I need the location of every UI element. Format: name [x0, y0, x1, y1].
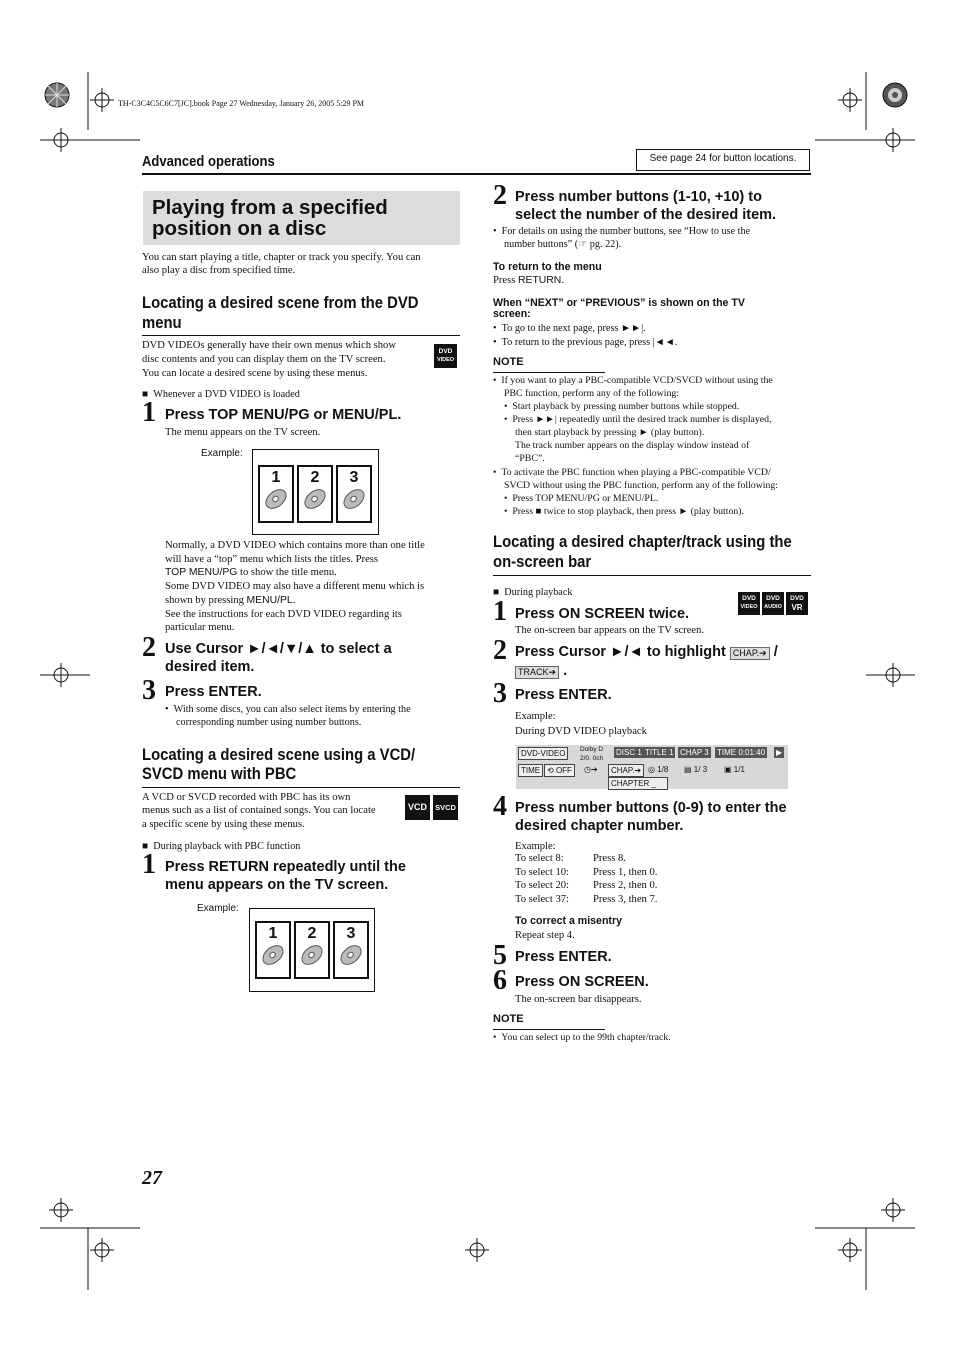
osd-title: TITLE 1	[645, 748, 674, 757]
period: .	[561, 275, 564, 286]
note-text: If you want to play a PBC-compatible VCD/SVCD without using the	[501, 375, 773, 386]
step-number: 4	[493, 791, 507, 822]
key-name: MENU/PL	[246, 595, 293, 606]
correct-body: Repeat step 4.	[515, 930, 575, 941]
return-heading: To return to the menu	[493, 261, 602, 273]
menu-item-number: 2	[307, 925, 317, 942]
dvd-step3-bullet-2: corresponding number using number buttons.	[176, 717, 362, 728]
square-bullet-icon: ■	[142, 389, 154, 400]
dvd-video-badge	[738, 592, 760, 615]
osd-chapter-entry: CHAPTER _	[608, 777, 668, 790]
step-number: 2	[493, 635, 507, 666]
badge-line: VIDEO	[436, 357, 455, 363]
dvd-video-badge	[434, 344, 457, 368]
header-rule	[142, 173, 811, 175]
menu-item-number: 1	[271, 469, 281, 486]
key-name: RETURN	[518, 275, 562, 286]
dvd-note-6: See the instructions for each DVD VIDEO regarding its	[165, 609, 402, 620]
note-text: You can select up to the 99th chapter/track.	[501, 1032, 671, 1043]
onscreen-heading-1: Locating a desired chapter/track using the	[493, 533, 792, 551]
badge-line: DVD	[790, 595, 804, 602]
correct-heading: To correct a misentry	[515, 915, 622, 927]
select-row-action: Press 3, then 7.	[593, 893, 658, 905]
bullet-text: For details on using the number buttons, see “How to use the	[501, 226, 751, 237]
menu-item-number: 1	[268, 925, 278, 942]
clock-icon: ◷➔	[584, 765, 598, 774]
track-key: TRACK➔	[515, 666, 559, 679]
next-bullet-2: • To return to the previous page, press |◄◄.	[493, 337, 678, 348]
onscreen-step4-title-1: Press number buttons (0-9) to enter the	[515, 800, 787, 816]
note-line-2: PBC function, perform any of the following:	[504, 388, 679, 399]
select-row-label: To select 20:	[515, 880, 569, 892]
note-line-6: The track number appears on the display window instead of	[515, 440, 750, 451]
dvd-menu-body-2: disc contents and you can display them on the TV screen.	[142, 354, 386, 365]
on-screen-bar	[516, 745, 788, 789]
return-body	[493, 274, 564, 287]
osd-chapter: CHAP 3	[680, 748, 709, 757]
osd-repeat	[544, 764, 575, 777]
dvd-step3-bullet-1: • With some discs, you can also select items by entering the	[165, 704, 411, 715]
print-header: TH-C3C4C5C6C7[JC].book Page 27 Wednesday, January 26, 2005 5:29 PM	[118, 99, 365, 108]
dvd-menu-illustration	[252, 449, 379, 535]
dvd-note-4: Some DVD VIDEO may also have a different menu which is	[165, 581, 425, 592]
right-step2-title-2: select the number of the desired item.	[515, 207, 777, 223]
button-location-note: See page 24 for button locations.	[636, 149, 810, 171]
section-label: Advanced operations	[142, 154, 275, 170]
vcd-badge: VCD	[405, 795, 430, 820]
osd-time: TIME 0:01:40	[717, 748, 766, 757]
menu-item-2	[294, 921, 330, 979]
step-number: 2	[493, 180, 507, 211]
note-line-4: • Press ►►| repeatedly until the desired track number is displayed,	[504, 414, 772, 425]
step-number: 2	[142, 632, 156, 663]
select-row-action: Press 8.	[593, 853, 626, 864]
vcd-body-1: A VCD or SVCD recorded with PBC has its own	[142, 792, 351, 803]
vcd-menu-heading-2: SVCD menu with PBC	[142, 765, 297, 783]
square-bullet-icon: ■	[142, 841, 154, 852]
vcd-step1-title-1: Press RETURN repeatedly until the	[165, 859, 406, 875]
dvd-step3-title: Press ENTER.	[165, 684, 262, 700]
right-step2-title-1: Press number buttons (1-10, +10) to	[515, 189, 762, 205]
audio-value: 1/8	[657, 765, 669, 774]
subtitle-value: 1/ 3	[693, 765, 708, 774]
note-text: .	[292, 595, 296, 606]
bullet-text: To go to the next page, press ►►|.	[501, 323, 646, 334]
step-number: 3	[142, 675, 156, 706]
onscreen-example-2: During DVD VIDEO playback	[515, 726, 647, 737]
note-line-5: then start playback by pressing ► (play button).	[515, 427, 705, 438]
subtitle-icon: ▤	[684, 765, 692, 774]
page-title-line-2: position on a disc	[152, 217, 327, 240]
dvd-note-1: Normally, a DVD VIDEO which contains more than one title	[165, 540, 425, 551]
vcd-step1-title-2: menu appears on the TV screen.	[165, 877, 389, 893]
step-number: 1	[493, 596, 507, 627]
dvd-menu-rule	[142, 335, 460, 336]
menu-item-3	[336, 465, 372, 523]
repeat-icon: ⟲	[547, 766, 554, 775]
step-number: 3	[493, 678, 507, 709]
osd-channels: 2/0. 0ch	[580, 755, 604, 762]
right-step2-bullet-1: • For details on using the number buttons, see “How to use the	[493, 226, 751, 237]
note-text: Press ►►| repeatedly until the desired track number is displayed,	[512, 414, 772, 425]
vcd-body-2: menus such as a list of contained songs. You can locate	[142, 805, 376, 816]
note-line-3: • Start playback by pressing number buttons while stopped.	[504, 401, 740, 412]
note-line-8: • To activate the PBC function when playing a PBC-compatible VCD/	[493, 467, 771, 478]
condition-text: During playback	[504, 587, 573, 598]
osd-time-button: TIME	[518, 764, 543, 777]
note-line-11: • Press ■ twice to stop playback, then press ► (play button).	[504, 506, 744, 517]
onscreen-step2-title-2: TRACK➔ .	[515, 662, 567, 680]
vcd-condition	[142, 840, 300, 853]
vcd-body-3: a specific scene by using these menus.	[142, 819, 305, 830]
onscreen-step6-title: Press ON SCREEN.	[515, 974, 649, 990]
dvd-step2-title-2: desired item.	[165, 659, 255, 675]
osd-timer	[582, 764, 600, 775]
menu-item-1	[255, 921, 291, 979]
badge-line: AUDIO	[764, 604, 782, 610]
next-bullet-1: • To go to the next page, press ►►|.	[493, 323, 646, 334]
bullet-text: To return to the previous page, press |◄◄.	[501, 337, 678, 348]
step-number: 1	[142, 397, 156, 428]
intro-line-2: also play a disc from specified time.	[142, 265, 296, 276]
audio-icon: ◎	[648, 765, 655, 774]
dvd-note-3	[165, 566, 337, 579]
note-text: Press ■ twice to stop playback, then press ► (play button).	[512, 506, 744, 517]
onscreen-step5-title: Press ENTER.	[515, 949, 612, 965]
example-label: Example:	[201, 448, 243, 459]
dvd-note-5	[165, 594, 295, 607]
note-text: shown by pressing	[165, 595, 247, 606]
osd-subtitle	[682, 764, 709, 775]
square-bullet-icon: ■	[493, 587, 505, 598]
repeat-value: OFF	[555, 766, 572, 775]
onscreen-note-line: • You can select up to the 99th chapter/track.	[493, 1032, 671, 1043]
page-number: 27	[142, 1167, 162, 1189]
dvd-menu-heading-1: Locating a desired scene from the DVD	[142, 294, 419, 312]
dvd-step1-title: Press TOP MENU/PG or MENU/PL.	[165, 407, 402, 423]
right-step2-bullet-2: number buttons” (☞ pg. 22).	[504, 239, 622, 250]
onscreen-step6-body: The on-screen bar disappears.	[515, 994, 642, 1005]
badge-line: VR	[791, 603, 803, 612]
note-label: NOTE	[493, 356, 524, 368]
osd-dvd-video: DVD-VIDEO	[518, 747, 568, 760]
note-label: NOTE	[493, 1013, 524, 1025]
badge-line: DVD	[742, 595, 756, 602]
note-line-9: SVCD without using the PBC function, perform any of the following:	[504, 480, 779, 491]
step-number: 5	[493, 940, 507, 971]
step-number: 1	[142, 849, 156, 880]
menu-item-2	[297, 465, 333, 523]
note-rule	[493, 1029, 605, 1030]
select-row-label: To select 8:	[515, 853, 564, 864]
menu-item-number: 3	[346, 925, 356, 942]
onscreen-step2-title: Press Cursor ►/◄ to highlight CHAP.➔ /	[515, 644, 778, 660]
dvd-menu-body-1: DVD VIDEOs generally have their own menus which show	[142, 340, 397, 351]
dvd-vr-badge	[786, 592, 808, 615]
select-row-label: To select 10:	[515, 866, 569, 878]
bullet-text: With some discs, you can also select items by entering the	[173, 704, 411, 715]
page-title-line-1: Playing from a specified	[152, 196, 388, 219]
osd-audio	[646, 764, 670, 775]
svcd-badge: SVCD	[433, 795, 458, 820]
onscreen-step4-title-2: desired chapter number.	[515, 818, 684, 834]
onscreen-step4-example: Example:	[515, 841, 556, 852]
osd-angle	[722, 764, 747, 775]
dvd-step2-title-1: Use Cursor ►/◄/▼/▲ to select a	[165, 641, 392, 657]
menu-item-number: 3	[349, 469, 359, 486]
step-number: 6	[493, 965, 507, 996]
dvd-note-7: particular menu.	[165, 622, 235, 633]
note-rule	[493, 372, 605, 373]
note-line-1: • If you want to play a PBC-compatible VCD/SVCD without using the	[493, 375, 773, 386]
vcd-menu-rule	[142, 787, 460, 788]
onscreen-step3-title: Press ENTER.	[515, 687, 612, 703]
select-row-label: To select 37:	[515, 893, 569, 905]
osd-dolby: Dolby D	[580, 746, 604, 753]
dvd-audio-badge	[762, 592, 784, 615]
vcd-menu-heading-1: Locating a desired scene using a VCD/	[142, 746, 416, 764]
angle-icon: ▣	[724, 765, 732, 774]
note-text: To activate the PBC function when playing a PBC-compatible VCD/	[501, 467, 771, 478]
dvd-menu-heading-2: menu	[142, 314, 182, 332]
next-heading-1: When “NEXT” or “PREVIOUS” is shown on the TV	[493, 297, 745, 309]
select-row-action: Press 1, then 0.	[593, 866, 658, 878]
press-text: Press	[493, 275, 519, 286]
menu-item-number: 2	[310, 469, 320, 486]
dvd-step1-body: The menu appears on the TV screen.	[165, 427, 321, 438]
step-text: Press Cursor ►/◄ to highlight	[515, 644, 726, 660]
next-heading-2: screen:	[493, 308, 531, 320]
dvd-note-2: will have a “top” menu which lists the titles. Press	[165, 554, 379, 565]
dvd-condition	[142, 388, 300, 401]
onscreen-step1-body: The on-screen bar appears on the TV screen.	[515, 625, 705, 636]
key-name: TOP MENU/PG	[165, 567, 238, 578]
onscreen-rule	[493, 575, 811, 576]
osd-chap-button: CHAP.➔	[608, 764, 644, 777]
menu-item-1	[258, 465, 294, 523]
example-label: Example:	[197, 903, 239, 914]
menu-item-3	[333, 921, 369, 979]
note-text: to show the title menu.	[240, 567, 337, 578]
dvd-menu-body-3: You can locate a desired scene by using these menus.	[142, 368, 368, 379]
note-line-7: “PBC”.	[515, 453, 545, 464]
intro-line-1: You can start playing a title, chapter or track you specify. You can	[142, 252, 421, 263]
chap-key: CHAP.➔	[730, 647, 770, 660]
onscreen-example-1: Example:	[515, 711, 556, 722]
condition-text: During playback with PBC function	[153, 841, 301, 852]
select-row-action: Press 2, then 0.	[593, 880, 658, 892]
note-line-10: • Press TOP MENU/PG or MENU/PL.	[504, 493, 659, 504]
onscreen-heading-2: on-screen bar	[493, 553, 592, 571]
badge-line: VIDEO	[740, 604, 758, 610]
note-text: Start playback by pressing number buttons while stopped.	[512, 401, 740, 412]
badge-line: DVD	[438, 348, 453, 355]
angle-value: 1/1	[733, 765, 745, 774]
onscreen-step1-title: Press ON SCREEN twice.	[515, 606, 690, 622]
osd-disc: DISC 1	[616, 748, 642, 757]
condition-text: Whenever a DVD VIDEO is loaded	[153, 389, 300, 400]
badge-line: DVD	[766, 595, 780, 602]
vcd-menu-illustration	[249, 908, 375, 992]
play-icon: ▶	[776, 748, 783, 757]
note-text: Press TOP MENU/PG or MENU/PL.	[512, 493, 659, 504]
